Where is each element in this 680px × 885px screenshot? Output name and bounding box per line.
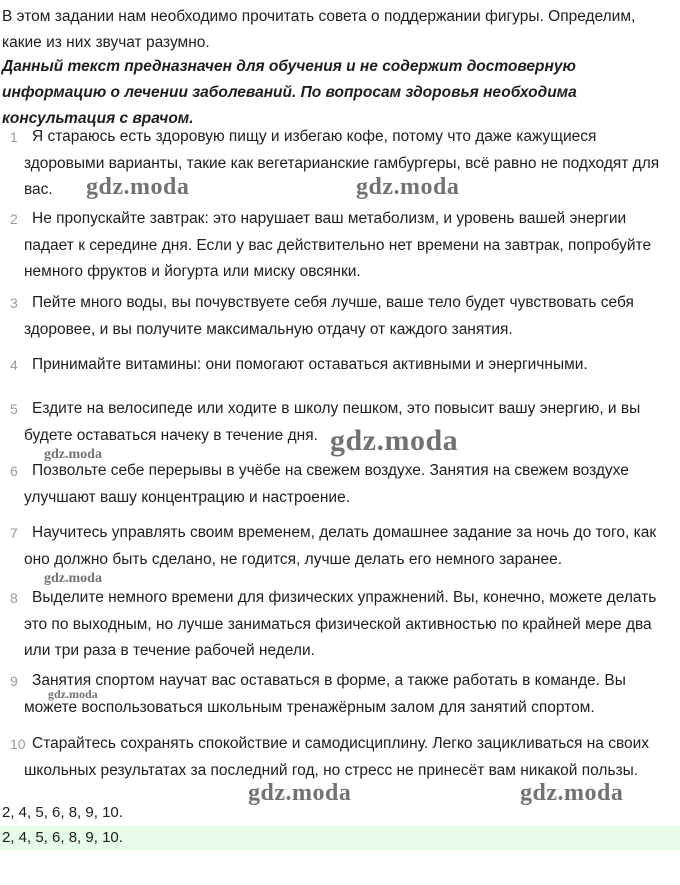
- item-number: 2: [10, 211, 18, 227]
- watermark: gdz.moda: [248, 780, 352, 806]
- answer-highlighted: 2, 4, 5, 6, 8, 9, 10.: [0, 826, 680, 850]
- item-text: Ездите на велосипеде или ходите в школу пешком, это повысит вашу энергию, и вы будете оставаться начеку в течение дня.: [24, 400, 641, 444]
- watermark: gdz.moda: [86, 174, 190, 200]
- watermark: gdz.moda: [44, 447, 102, 462]
- watermark: gdz.moda: [48, 687, 98, 701]
- item-text: Принимайте витамины: они помогают оставаться активными и энергичными.: [32, 356, 588, 373]
- item-text: Выделите немного времени для физических упражнений. Вы, конечно, можете делать это по выходным, но лучше заниматься физической активностью по крайней мере два или три раза в течение рабочей недели.: [24, 589, 657, 659]
- watermark: gdz.moda: [44, 571, 102, 586]
- disclaimer: Данный текст предназначен для обучения и не содержит достоверную информацию о лечении заболеваний. По вопросам здоровья необходима консультация с врачом.: [2, 58, 577, 127]
- item-text: Не пропускайте завтрак: это нарушает ваш метаболизм, и уровень вашей энергии падает к середине дня. Если у вас действительно нет времени на завтрак, попробуйте немного фруктов и йогурта или миску овсянки.: [24, 210, 652, 280]
- task-intro: В этом задании нам необходимо прочитать совета о поддержании фигуры. Определим, какие из них звучат разумно.: [2, 8, 636, 51]
- watermark: gdz.moda: [356, 174, 460, 200]
- item-text: Научитесь управлять своим временем, делать домашнее задание за ночь до того, как оно должно быть сделано, не годится, лучше делать его немного заранее.: [24, 524, 657, 568]
- answer-text: 2, 4, 5, 6, 8, 9, 10.: [2, 804, 123, 821]
- item-number: 1: [10, 129, 18, 145]
- item-number: 9: [10, 673, 18, 689]
- item-text: Пейте много воды, вы почувствуете себя лучше, ваше тело будет чувствовать себя здоровее, и вы получите максимальную отдачу от каждого занятия.: [24, 294, 634, 338]
- item-number: 6: [10, 463, 18, 479]
- item-number: 4: [10, 357, 18, 373]
- item-text: Старайтесь сохранять спокойствие и самодисциплину. Легко зацикливаться на своих школьных результатах за последний год, но стресс не принесёт вам никакой пользы.: [24, 735, 650, 779]
- item-number: 3: [10, 295, 18, 311]
- watermark: gdz.moda: [520, 780, 624, 806]
- item-number: 10: [10, 736, 26, 752]
- item-text: Позвольте себе перерывы в учёбе на свежем воздухе. Занятия на свежем воздухе улучшают вашу концентрацию и настроение.: [24, 462, 629, 506]
- item-number: 5: [10, 401, 18, 417]
- item-text: Занятия спортом научат вас оставаться в форме, а также работать в команде. Вы можете воспользоваться школьным тренажёрным залом для занятий спортом.: [24, 672, 626, 716]
- item-number: 8: [10, 590, 18, 606]
- item-text: Я стараюсь есть здоровую пищу и избегаю кофе, потому что даже кажущиеся здоровыми варианты, такие как вегетарианские гамбургеры, всё равно не подходят для вас.: [24, 128, 660, 198]
- item-number: 7: [10, 525, 18, 541]
- watermark: gdz.moda: [330, 424, 459, 457]
